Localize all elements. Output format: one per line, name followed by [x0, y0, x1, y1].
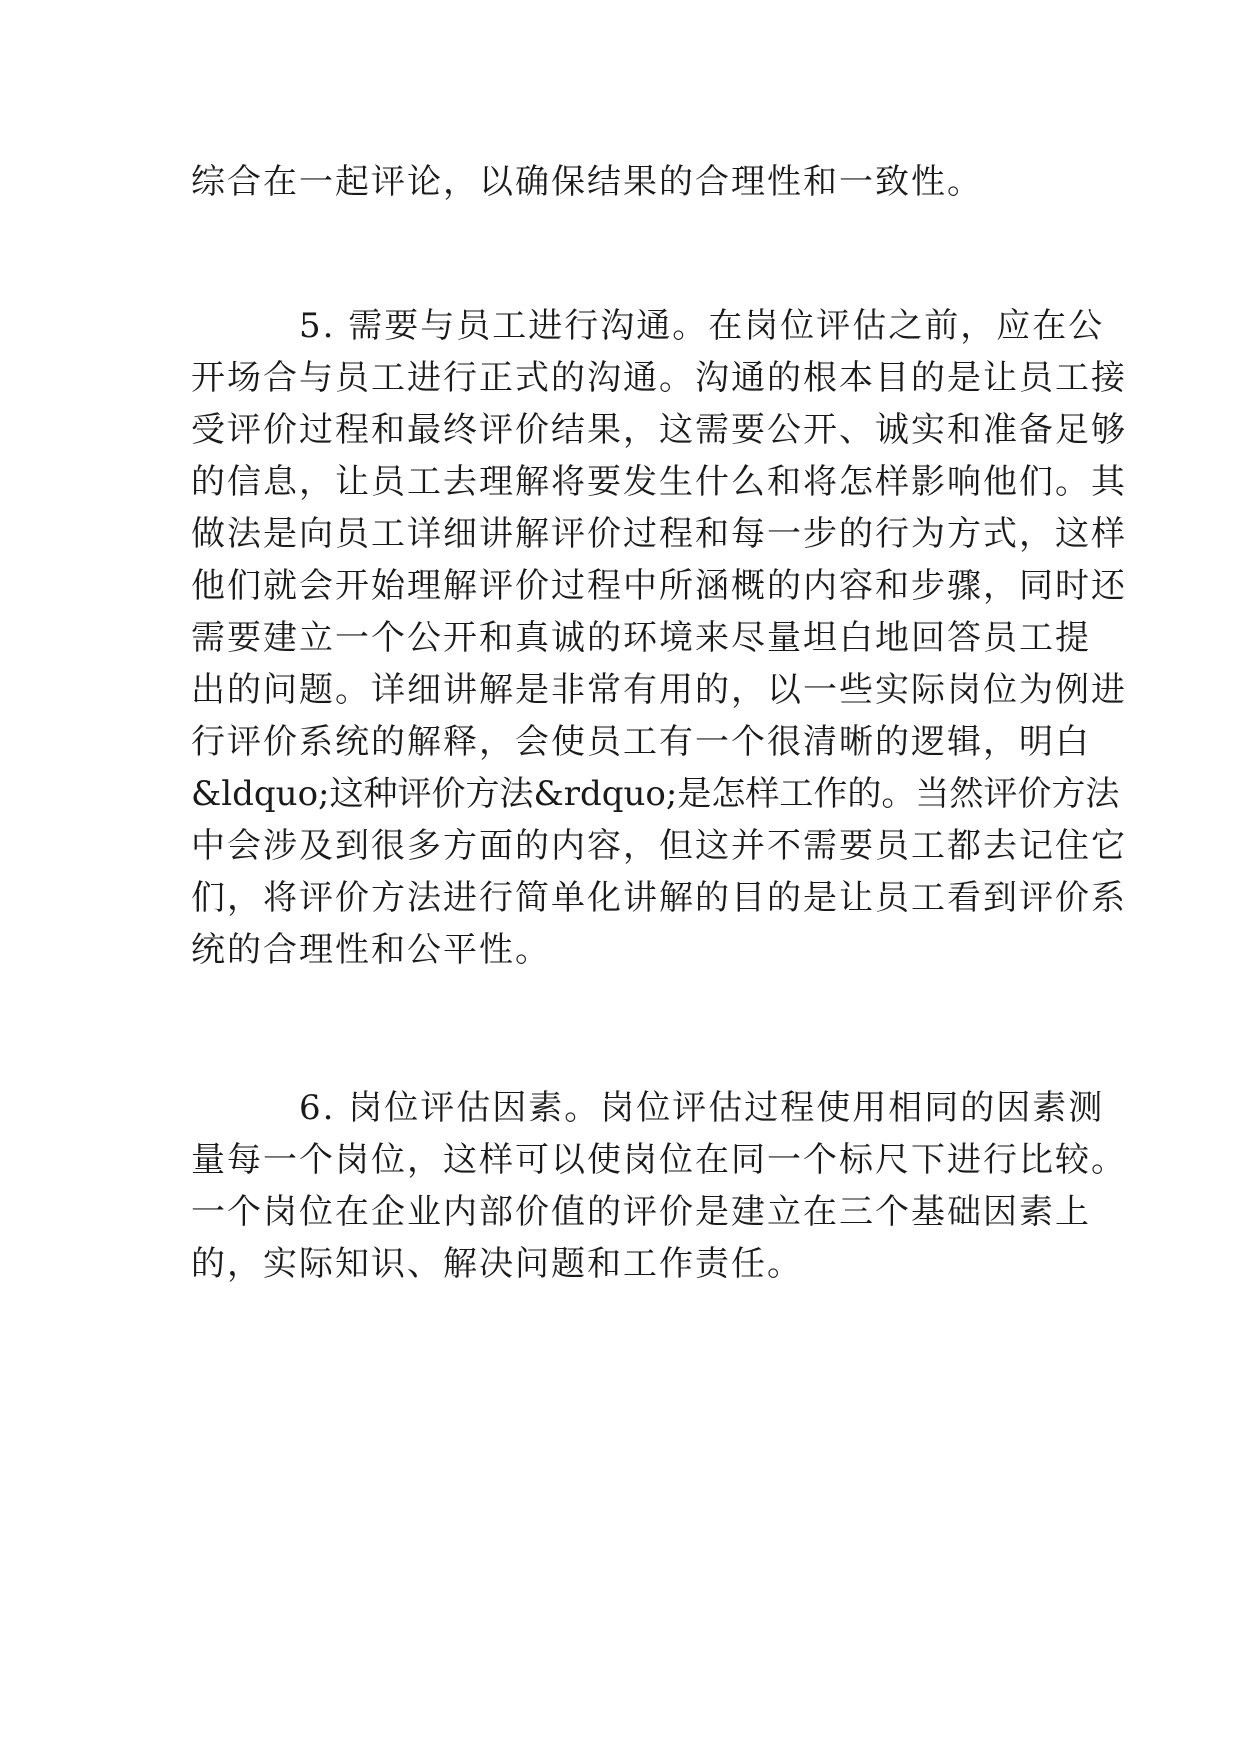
paragraph-line: 们，将评价方法进行简单化讲解的目的是让员工看到评价系 [191, 878, 1127, 918]
paragraph-line: 行评价系统的解释，会使员工有一个很清晰的逻辑，明白 [191, 722, 1091, 762]
paragraph-line: 一个岗位在企业内部价值的评价是建立在三个基础因素上 [191, 1192, 1091, 1232]
paragraph-line: 开场合与员工进行正式的沟通。沟通的根本目的是让员工接 [191, 358, 1127, 398]
paragraph-line: 做法是向员工详细讲解评价过程和每一步的行为方式，这样 [191, 514, 1127, 554]
paragraph-line: 他们就会开始理解评价过程中所涵概的内容和步骤，同时还 [191, 566, 1127, 606]
paragraph-line: 6. 岗位评估因素。岗位评估过程使用相同的因素测 [299, 1088, 1105, 1128]
paragraph-line: 量每一个岗位，这样可以使岗位在同一个标尺下进行比较。 [191, 1140, 1127, 1180]
paragraph-line: 出的问题。详细讲解是非常有用的，以一些实际岗位为例进 [191, 670, 1127, 710]
paragraph-line: 综合在一起评论，以确保结果的合理性和一致性。 [191, 162, 983, 202]
paragraph-line: 受评价过程和最终评价结果，这需要公开、诚实和准备足够 [191, 410, 1127, 450]
paragraph-line: 5. 需要与员工进行沟通。在岗位评估之前，应在公 [299, 306, 1105, 346]
paragraph-line: 的信息，让员工去理解将要发生什么和将怎样影响他们。其 [191, 462, 1127, 502]
paragraph-line: 中会涉及到很多方面的内容，但这并不需要员工都去记住它 [191, 826, 1127, 866]
paragraph-line: &ldquo;这种评价方法&rdquo;是怎样工作的。当然评价方法 [191, 774, 1120, 814]
paragraph-line: 统的合理性和公平性。 [191, 930, 551, 970]
paragraph-line: 需要建立一个公开和真诚的环境来尽量坦白地回答员工提 [191, 618, 1091, 658]
paragraph-line: 的，实际知识、解决问题和工作责任。 [191, 1244, 803, 1284]
